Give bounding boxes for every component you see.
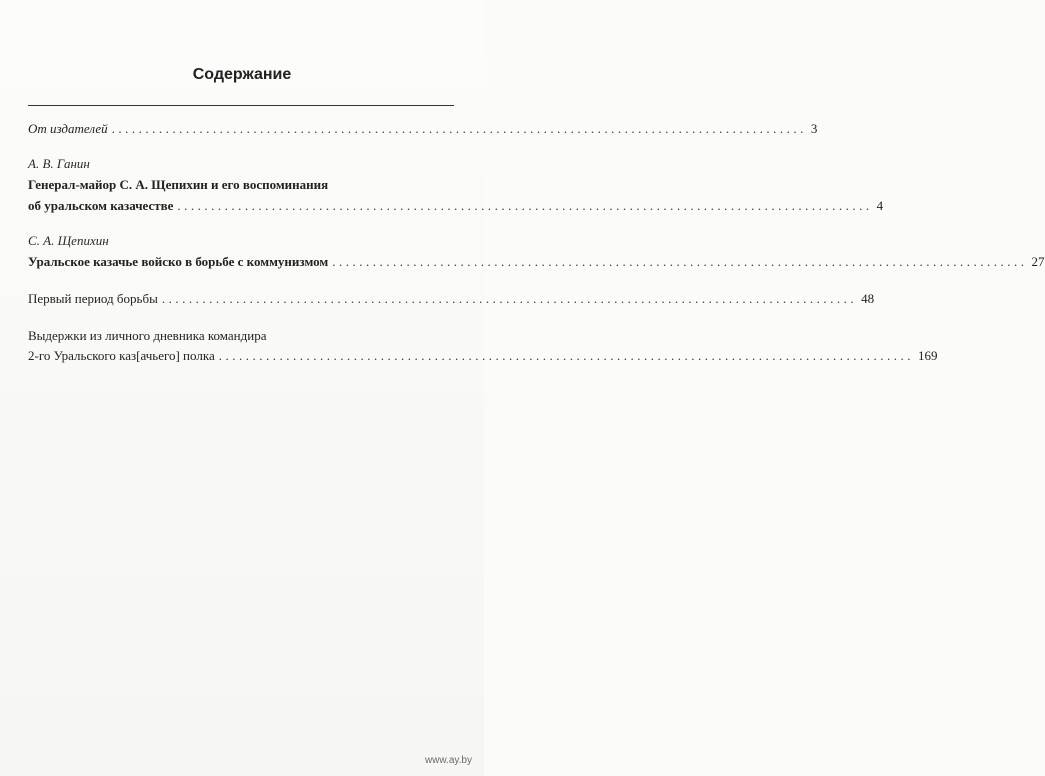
leader-dots: ....................................................................................................... [332,254,1028,269]
page-title: Содержание [192,66,292,83]
toc-entry-ural-cossack-host [28,254,1045,270]
toc-page-number: 27 [1031,254,1045,269]
toc-author-ganin: А. В. Ганин [28,156,90,171]
toc-entry-shchepikhin-memoirs-line1: Генерал-майор С. А. Щепихин и его воспоминания [28,177,329,192]
toc-entry-label: 2-го Уральского каз[ачьего] полка [28,348,215,363]
toc-author-shchepikhin: С. А. Щепихин [28,233,109,248]
site-watermark: www.ay.by [424,755,472,766]
leader-dots: ....................................................................................................... [111,121,807,136]
toc-page-number: 4 [876,198,884,213]
toc-entry-label: От издателей [28,121,108,136]
toc-page-number: 48 [861,291,875,306]
toc-page-number: 3 [810,121,818,136]
toc-entry-shchepikhin-memoirs [28,198,884,214]
toc-entry-label: об уральском казачестве [28,198,174,213]
toc-entry-first-period [28,291,875,307]
toc-entry-diary [28,348,938,364]
toc-entry-label: Первый период борьбы [28,291,158,306]
title-divider [28,105,454,106]
leader-dots: ....................................................................................................... [218,348,914,363]
toc-entry-label: Уральское казачье войско в борьбе с коммунизмом [28,254,329,269]
leader-dots: ....................................................................................................... [161,291,858,306]
toc-entry-diary-line1: Выдержки из личного дневника командира [28,328,267,343]
leader-dots: ....................................................................................................... [177,198,873,213]
toc-entry-from-publishers [28,121,818,137]
toc-page-number: 169 [917,348,938,363]
